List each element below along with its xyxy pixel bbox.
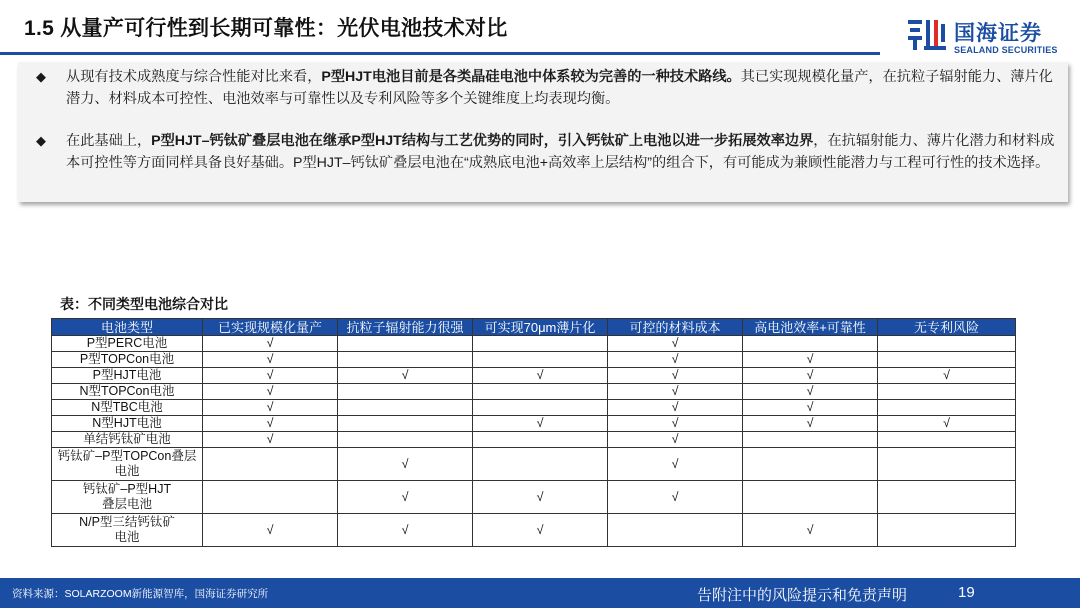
empty-cell (473, 400, 608, 416)
row-label: P型HJT电池 (52, 368, 203, 384)
check-mark-cell: √ (338, 368, 473, 384)
check-mark-cell: √ (608, 481, 743, 514)
check-mark-cell: √ (608, 448, 743, 481)
table-row (52, 448, 1016, 481)
empty-cell (338, 416, 473, 432)
row-label: N型HJT电池 (52, 416, 203, 432)
check-mark-cell: √ (473, 514, 608, 547)
empty-cell (608, 514, 743, 547)
row-label: N型TOPCon电池 (52, 384, 203, 400)
table-row (52, 352, 1016, 368)
column-header: 抗粒子辐射能力很强 (338, 319, 473, 336)
bullet-2-detail: ，在抗辐射能力、薄片化潜力和材料成本可控性等方面同样具备良好基础。P型HJT–钙钛矿叠层电池在“成熟底电池+高效率上层结构”的组合下，有可能成为兼顾性能潜力与工程可行性的技术选择。 (66, 133, 1055, 171)
empty-cell (743, 336, 878, 352)
logo-text-en: SEALAND SECURITIES (954, 45, 1058, 55)
summary-bullet-2 (38, 130, 1062, 174)
column-header: 已实现规模化量产 (203, 319, 338, 336)
check-mark-cell: √ (608, 368, 743, 384)
table-row (52, 514, 1016, 547)
empty-cell (878, 352, 1016, 368)
empty-cell (338, 352, 473, 368)
check-mark-cell: √ (743, 384, 878, 400)
empty-cell (338, 400, 473, 416)
empty-cell (878, 432, 1016, 448)
row-label-line: 电池 (114, 464, 140, 478)
row-label (52, 514, 203, 547)
check-mark-cell: √ (608, 400, 743, 416)
row-label-line: N/P型三结钙钛矿 (79, 515, 175, 529)
table-row (52, 416, 1016, 432)
check-mark-cell: √ (608, 432, 743, 448)
column-header: 高电池效率+可靠性 (743, 319, 878, 336)
row-label: 单结钙钛矿电池 (52, 432, 203, 448)
empty-cell (743, 432, 878, 448)
empty-cell (338, 384, 473, 400)
row-label (52, 448, 203, 481)
empty-cell (743, 481, 878, 514)
footer-source: 资料来源：SOLARZOOM新能源智库，国海证券研究所 (12, 588, 269, 600)
check-mark-cell: √ (608, 416, 743, 432)
header (0, 0, 1080, 56)
empty-cell (473, 432, 608, 448)
row-label-line: 电池 (114, 530, 140, 544)
empty-cell (473, 352, 608, 368)
empty-cell (338, 336, 473, 352)
empty-cell (878, 481, 1016, 514)
check-mark-cell: √ (203, 352, 338, 368)
sealand-logo-icon (908, 18, 946, 52)
empty-cell (743, 448, 878, 481)
row-label (52, 481, 203, 514)
empty-cell (878, 514, 1016, 547)
check-mark-cell: √ (608, 352, 743, 368)
row-label-line: 钙钛矿–P型TOPCon叠层 (57, 449, 197, 463)
empty-cell (203, 481, 338, 514)
check-mark-cell: √ (203, 336, 338, 352)
diamond-bullet-icon: ◆ (36, 133, 46, 148)
check-mark-cell: √ (743, 368, 878, 384)
check-mark-cell: √ (743, 352, 878, 368)
empty-cell (878, 336, 1016, 352)
check-mark-cell: √ (338, 481, 473, 514)
table-row (52, 481, 1016, 514)
footer (0, 578, 1080, 608)
page-number: 19 (958, 584, 975, 601)
column-header: 电池类型 (52, 319, 203, 336)
check-mark-cell: √ (338, 448, 473, 481)
empty-cell (338, 432, 473, 448)
empty-cell (878, 384, 1016, 400)
check-mark-cell: √ (203, 368, 338, 384)
check-mark-cell: √ (473, 416, 608, 432)
footer-disclaimer: 告附注中的风险提示和免责声明 (697, 587, 908, 604)
bullet-1-detail: 其已实现规模化量产，在抗粒子辐射能力、薄片化潜力、材料成本可控性、电池效率与可靠性以及专利风险等多个关键维度上均表现均衡。 (66, 69, 1053, 107)
bullet-2-intro: 在此基础上， (66, 133, 152, 149)
bullet-1-intro: 从现有技术成熟度与综合性能对比来看， (66, 69, 322, 85)
check-mark-cell: √ (473, 481, 608, 514)
check-mark-cell: √ (878, 416, 1016, 432)
check-mark-cell: √ (203, 432, 338, 448)
header-divider (0, 52, 880, 55)
column-header: 无专利风险 (878, 319, 1016, 336)
bullet-2-highlight: P型HJT–钙钛矿叠层电池在继承P型HJT结构与工艺优势的同时，引入钙钛矿上电池以进一步拓展效率边界 (151, 133, 814, 149)
check-mark-cell: √ (878, 368, 1016, 384)
row-label: P型TOPCon电池 (52, 352, 203, 368)
table-row (52, 432, 1016, 448)
row-label: N型TBC电池 (52, 400, 203, 416)
summary-box (18, 62, 1068, 202)
diamond-bullet-icon: ◆ (36, 69, 46, 84)
table-row (52, 400, 1016, 416)
row-label: P型PERC电池 (52, 336, 203, 352)
bullet-1-highlight: P型HJT电池目前是各类晶硅电池中体系较为完善的一种技术路线。 (321, 69, 741, 85)
row-label-line: 叠层电池 (101, 497, 152, 511)
empty-cell (473, 384, 608, 400)
empty-cell (878, 448, 1016, 481)
check-mark-cell: √ (473, 368, 608, 384)
table-caption: 表：不同类型电池综合对比 (60, 296, 228, 312)
empty-cell (878, 400, 1016, 416)
column-header: 可实现70μm薄片化 (473, 319, 608, 336)
row-label-line: 钙钛矿–P型HJT (82, 482, 172, 496)
check-mark-cell: √ (203, 400, 338, 416)
empty-cell (473, 448, 608, 481)
empty-cell (473, 336, 608, 352)
summary-bullet-1 (38, 66, 1062, 110)
logo-text-cn: 国海证券 (954, 22, 1042, 45)
check-mark-cell: √ (743, 416, 878, 432)
comparison-table (51, 318, 1016, 547)
table-header-row (52, 319, 1016, 336)
check-mark-cell: √ (338, 514, 473, 547)
check-mark-cell: √ (203, 514, 338, 547)
company-logo (906, 16, 1066, 60)
table-row (52, 368, 1016, 384)
check-mark-cell: √ (743, 514, 878, 547)
check-mark-cell: √ (608, 384, 743, 400)
check-mark-cell: √ (743, 400, 878, 416)
table-row (52, 384, 1016, 400)
empty-cell (203, 448, 338, 481)
page-title: 1.5 从量产可行性到长期可靠性：光伏电池技术对比 (24, 17, 508, 40)
column-header: 可控的材料成本 (608, 319, 743, 336)
table-row (52, 336, 1016, 352)
check-mark-cell: √ (203, 416, 338, 432)
check-mark-cell: √ (608, 336, 743, 352)
check-mark-cell: √ (203, 384, 338, 400)
